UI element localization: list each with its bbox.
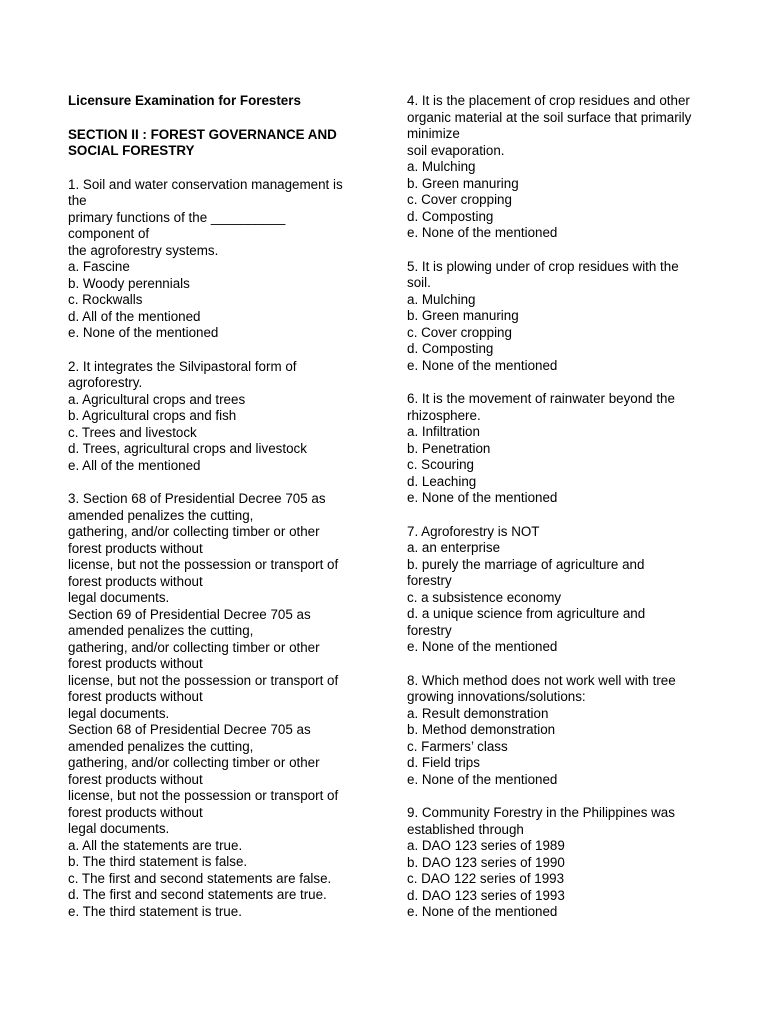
document-title: Licensure Examination for Foresters — [68, 93, 301, 108]
question-block — [407, 259, 712, 375]
question-line: e. None of the mentioned — [407, 904, 558, 919]
question-line: d. Field trips — [407, 755, 480, 770]
spacer — [407, 374, 712, 391]
question-line: 7. Agroforestry is NOT — [407, 523, 540, 539]
question-line: c. a subsistence economy — [407, 589, 562, 605]
question-line: e. All of the mentioned — [68, 457, 201, 473]
question-line: b. Woody perennials — [68, 275, 190, 291]
question-line: c. The first and second statements are false. — [68, 870, 332, 886]
question-line: forest products without — [68, 771, 203, 787]
spacer — [68, 160, 368, 177]
question-line: a. Mulching — [407, 291, 476, 307]
question-line: a. DAO 123 series of 1989 — [407, 838, 565, 853]
question-line: legal documents. — [68, 705, 170, 721]
question-line: 8. Which method does not work well with tree — [407, 672, 676, 688]
section-heading-line: SOCIAL FORESTRY — [68, 143, 195, 158]
question-line: c. Farmers’ class — [407, 738, 508, 754]
section-heading-line: SECTION II : FOREST GOVERNANCE AND — [68, 126, 337, 142]
question-block — [407, 673, 712, 789]
question-line: soil. — [407, 275, 431, 290]
question-line: agroforestry. — [68, 375, 143, 390]
question-line: component of — [68, 226, 150, 241]
question-line: c. Cover cropping — [407, 324, 512, 340]
question-line: gathering, and/or collecting timber or other — [68, 524, 320, 539]
right-column — [407, 93, 712, 921]
question-line: e. None of the mentioned — [407, 639, 558, 654]
question-line: rhizosphere. — [407, 407, 481, 423]
question-line: 1. Soil and water conservation management is — [68, 176, 343, 192]
question-line: d. All of the mentioned — [68, 308, 201, 324]
question-line: growing innovations/solutions: — [407, 689, 586, 704]
question-line: d. a unique science from agriculture and — [407, 606, 646, 621]
right-question-list — [407, 93, 712, 921]
question-line: c. Cover cropping — [407, 192, 512, 207]
question-line: amended penalizes the cutting, — [68, 507, 254, 523]
question-line: the — [68, 193, 87, 208]
question-line: c. Rockwalls — [68, 292, 143, 307]
question-line: organic material at the soil surface that primarily — [407, 109, 692, 125]
question-line: e. None of the mentioned — [68, 325, 219, 340]
question-block — [407, 391, 712, 507]
question-line: a. Agricultural crops and trees — [68, 391, 246, 407]
spacer — [407, 656, 712, 673]
question-line: forestry — [407, 622, 452, 638]
question-line: license, but not the possession or transport of — [68, 557, 339, 572]
spacer — [68, 342, 368, 359]
question-line: c. Trees and livestock — [68, 424, 197, 440]
spacer — [407, 507, 712, 524]
question-line: gathering, and/or collecting timber or other — [68, 639, 320, 655]
question-line: d. Composting — [407, 341, 494, 356]
spacer — [407, 242, 712, 259]
question-line: forest products without — [68, 540, 203, 556]
question-line: d. The first and second statements are true. — [68, 887, 327, 902]
question-line: d. Trees, agricultural crops and livestock — [68, 441, 307, 456]
question-line: 6. It is the movement of rainwater beyond the — [407, 391, 675, 406]
question-line: a. Mulching — [407, 159, 476, 174]
left-question-list — [68, 177, 368, 921]
question-line: soil evaporation. — [407, 142, 505, 158]
question-line: e. None of the mentioned — [407, 771, 558, 787]
question-line: e. The third statement is true. — [68, 903, 242, 919]
question-line: legal documents. — [68, 590, 170, 605]
question-line: a. an enterprise — [407, 540, 501, 555]
question-line: e. None of the mentioned — [407, 357, 558, 373]
question-line: Section 68 of Presidential Decree 705 as — [68, 722, 311, 737]
question-block — [407, 93, 712, 242]
question-line: b. Penetration — [407, 440, 491, 456]
question-line: b. The third statement is false. — [68, 854, 248, 869]
question-line: the agroforestry systems. — [68, 242, 219, 258]
question-line: legal documents. — [68, 821, 170, 836]
question-line: d. DAO 123 series of 1993 — [407, 887, 565, 903]
spacer — [407, 788, 712, 805]
question-line: forest products without — [68, 573, 203, 589]
question-block — [68, 491, 368, 920]
question-line: forest products without — [68, 656, 203, 671]
question-line: amended penalizes the cutting, — [68, 623, 254, 638]
question-line: established through — [407, 821, 524, 837]
question-line: forest products without — [68, 804, 203, 820]
section-heading — [68, 127, 368, 160]
question-line: 9. Community Forestry in the Philippines was — [407, 805, 675, 820]
question-line: primary functions of the __________ — [68, 209, 286, 225]
question-line: amended penalizes the cutting, — [68, 738, 254, 754]
question-line: forest products without — [68, 689, 203, 704]
left-column — [68, 93, 368, 920]
question-line: 5. It is plowing under of crop residues with the — [407, 258, 679, 274]
question-line: Section 69 of Presidential Decree 705 as — [68, 606, 311, 622]
question-line: b. purely the marriage of agriculture and — [407, 556, 645, 572]
question-line: gathering, and/or collecting timber or other — [68, 755, 320, 770]
question-line: a. Infiltration — [407, 424, 480, 439]
question-line: minimize — [407, 126, 460, 141]
question-line: 4. It is the placement of crop residues and other — [407, 93, 690, 108]
question-line: e. None of the mentioned — [407, 490, 558, 505]
spacer — [68, 474, 368, 491]
question-block — [407, 524, 712, 656]
question-line: 2. It integrates the Silvipastoral form of — [68, 358, 297, 374]
question-line: b. Method demonstration — [407, 722, 556, 737]
question-line: a. Fascine — [68, 259, 130, 274]
spacer — [68, 110, 368, 127]
question-line: 3. Section 68 of Presidential Decree 705 as — [68, 491, 326, 506]
question-line: a. All the statements are true. — [68, 837, 243, 853]
question-block — [68, 359, 368, 475]
question-line: b. Agricultural crops and fish — [68, 408, 237, 423]
question-line: a. Result demonstration — [407, 705, 549, 721]
question-line: c. DAO 122 series of 1993 — [407, 871, 565, 886]
question-line: b. Green manuring — [407, 175, 519, 191]
question-line: d. Composting — [407, 208, 494, 224]
question-line: license, but not the possession or transport of — [68, 788, 339, 803]
question-block — [68, 177, 368, 342]
question-line: license, but not the possession or transport of — [68, 672, 339, 688]
question-line: b. DAO 123 series of 1990 — [407, 854, 565, 870]
question-line: c. Scouring — [407, 457, 474, 472]
question-line: forestry — [407, 573, 452, 588]
question-line: e. None of the mentioned — [407, 225, 558, 240]
question-line: d. Leaching — [407, 473, 477, 489]
question-block — [407, 805, 712, 921]
question-line: b. Green manuring — [407, 308, 519, 323]
